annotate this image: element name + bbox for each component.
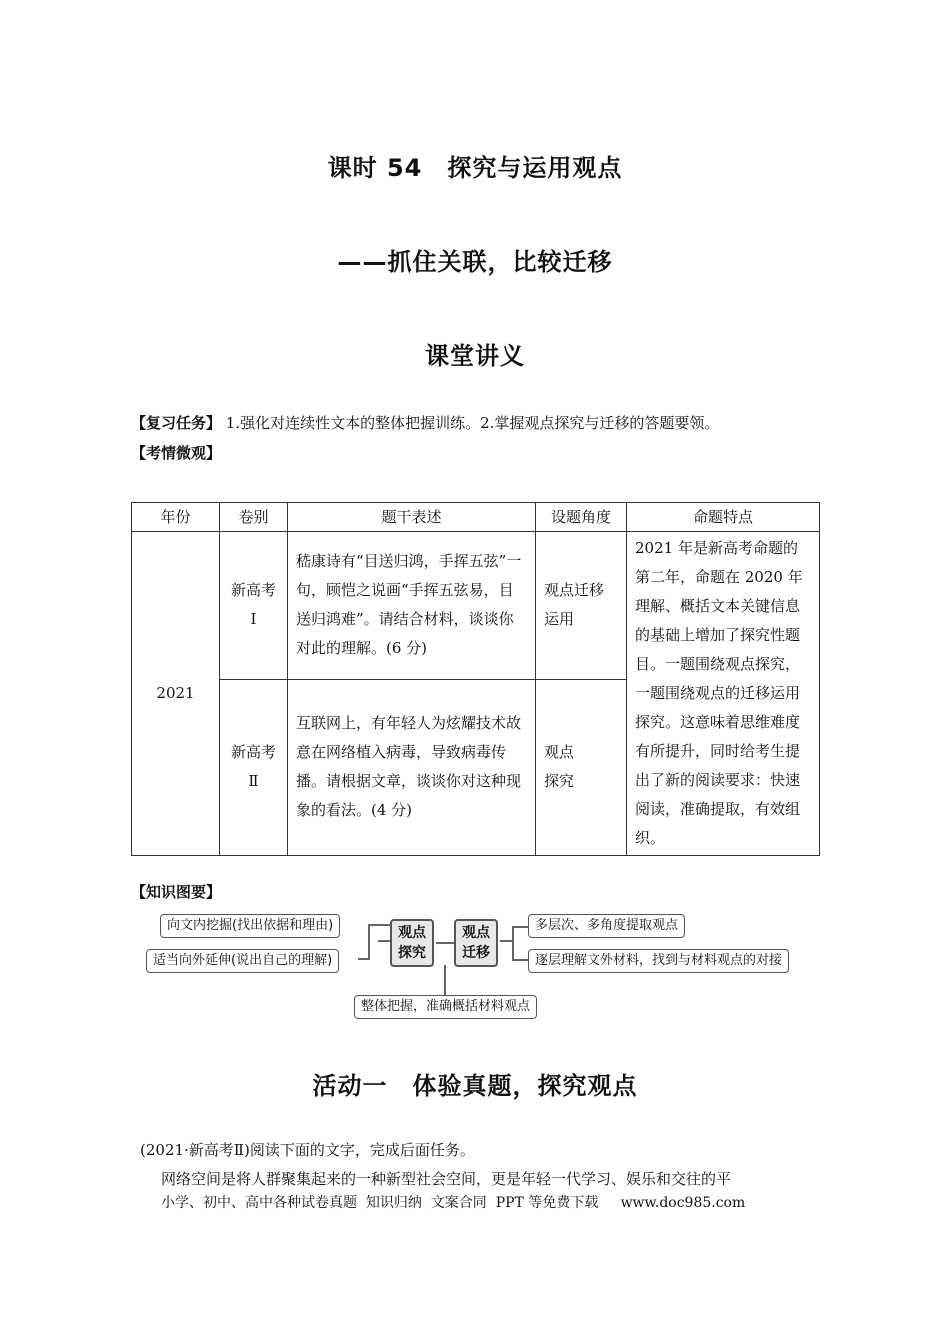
page-footer: 小学、初中、高中各种试卷真题 知识归纳 文案合同 PPT 等免费下载 www.doc985.com [161, 1195, 746, 1211]
stem-cell: 嵇康诗有“目送归鸿，手挥五弦”一句，顾恺之说画“手挥五弦易，目送归鸿难”。请结合材料，谈谈你对此的理解。(6 分) [288, 532, 536, 680]
table-row [132, 532, 820, 680]
review-task [131, 412, 831, 434]
stem-cell: 互联网上，有年轻人为炫耀技术故意在网络植入病毒，导致病毒传播。请根据文章，谈谈你对这种现象的看法。(4 分) [288, 679, 536, 855]
knowledge-label: 【知识图要】 [131, 883, 222, 901]
header-feature: 命题特点 [627, 503, 820, 532]
connector [500, 940, 512, 942]
paper-cell [220, 532, 288, 680]
mindmap-core-explore: 观点探究 [390, 919, 434, 967]
connector [358, 958, 370, 960]
page-subtitle: ——抓住关联，比较迁移 [337, 248, 613, 276]
mindmap-core-transfer: 观点迁移 [454, 919, 498, 967]
header-paper: 卷别 [220, 503, 288, 532]
table-header-row [132, 503, 820, 532]
activity-title: 活动一 体验真题，探究观点 [312, 1072, 638, 1100]
paper-number: Ⅱ [248, 772, 259, 791]
passage-text: 网络空间是将人群聚集起来的一种新型社会空间，更是年轻一代学习、娱乐和交往的平 [161, 1170, 732, 1188]
page-title: 课时 54 探究与运用观点 [327, 154, 623, 182]
mindmap-bottom-item: 整体把握，准确概括材料观点 [354, 995, 537, 1019]
connector [512, 926, 528, 928]
connector [368, 924, 390, 926]
mindmap-left-item: 适当向外延伸(说出自己的理解) [146, 949, 339, 973]
header-year: 年份 [132, 503, 220, 532]
mindmap-right-item: 逐层理解文外材料，找到与材料观点的对接 [528, 949, 789, 973]
review-text: 1.强化对连续性文本的整体把握训练。2.掌握观点探究与迁移的答题要领。 [225, 414, 720, 432]
paper-cell [220, 679, 288, 855]
header-angle: 设题角度 [536, 503, 627, 532]
angle-cell: 观点探究 [536, 679, 627, 855]
paper-name: 新高考 [230, 743, 276, 762]
connector [444, 965, 446, 995]
review-label: 【复习任务】 [131, 414, 222, 432]
connector [436, 942, 454, 944]
mindmap-right-item: 多层次、多角度提取观点 [528, 914, 685, 938]
section-title: 课堂讲义 [425, 342, 525, 370]
header-stem: 题干表述 [288, 503, 536, 532]
exam-label: 【考情微观】 [131, 444, 222, 462]
source-line: (2021·新高考Ⅱ)阅读下面的文字，完成后面任务。 [140, 1141, 475, 1159]
connector [512, 959, 528, 961]
connector [368, 924, 370, 959]
feature-cell: 2021 年是新高考命题的第二年，命题在 2020 年理解、概括文本关键信息的基础上增加了探究性题目。一题围绕观点探究，一题围绕观点的迁移运用探究。这意味着思维难度有所提升，同时给考生提出了新的阅读要求：快速阅读，准确提取，有效组织。 [627, 532, 820, 856]
connector [512, 926, 514, 960]
paper-name: 新高考 [230, 581, 276, 600]
year-cell: 2021 [132, 532, 220, 856]
mindmap-left-item: 向文内挖掘(找出依据和理由) [160, 914, 340, 938]
connector [378, 940, 390, 942]
angle-cell: 观点迁移运用 [536, 532, 627, 680]
paper-number: Ⅰ [250, 610, 257, 629]
exam-table [131, 502, 820, 856]
